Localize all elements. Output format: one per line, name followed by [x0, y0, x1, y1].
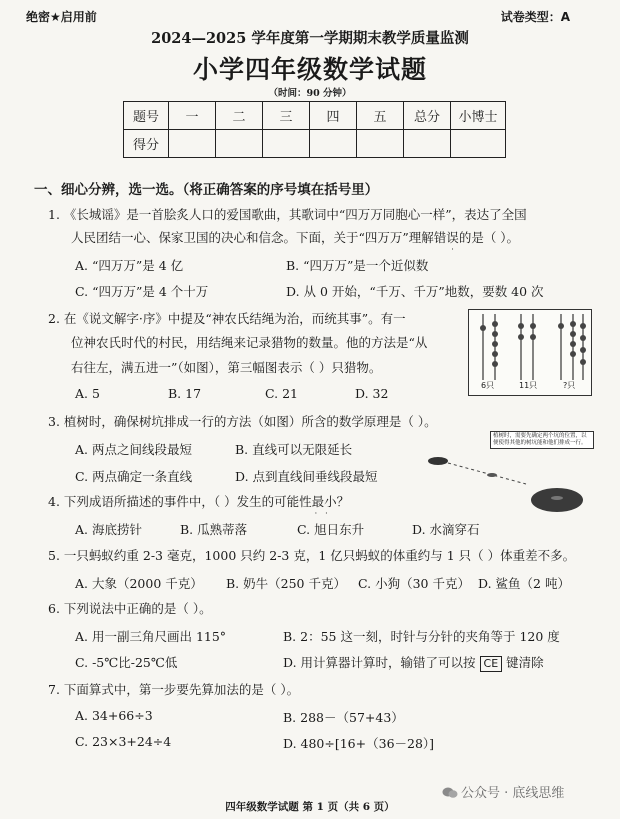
- q4-option-c[interactable]: C. 旭日东升: [297, 522, 365, 537]
- q5-option-c[interactable]: C. 小狗（30 千克）: [358, 576, 470, 591]
- score-table-header-row: [124, 102, 506, 130]
- exam-time: （时间：90 分钟）: [268, 88, 352, 99]
- q7-option-d[interactable]: D. 480÷[16+（36－28）]: [283, 736, 435, 751]
- knot-label: 11只: [519, 381, 538, 390]
- section-heading: 一、细心分辨，选一选。（将正确答案的序号填在括号里）: [34, 182, 379, 198]
- q3-option-a[interactable]: A. 两点之间线段最短: [75, 442, 192, 457]
- secret-label: 绝密★启用前: [26, 10, 97, 24]
- q6-option-d[interactable]: [283, 653, 544, 672]
- score-input-cell[interactable]: [357, 130, 404, 158]
- q3-option-c[interactable]: C. 两点确定一条直线: [75, 469, 193, 484]
- q6-option-d-end: 键清除: [506, 655, 544, 670]
- q2-option-d[interactable]: D. 32: [355, 386, 389, 401]
- score-input-cell[interactable]: [169, 130, 216, 158]
- exam-title: 小学四年级数学试题: [192, 55, 427, 84]
- watermark-text: 公众号 · 底线思维: [461, 786, 565, 801]
- page-footer: 四年级数学试题 第 1 页（共 6 页）: [225, 801, 395, 813]
- wechat-icon: [442, 786, 458, 799]
- score-input-cell[interactable]: [404, 130, 451, 158]
- score-input-cell[interactable]: [216, 130, 263, 158]
- score-cell: 小博士: [451, 102, 506, 130]
- q2-stem-line1: 2. 在《说文解字·序》中提及“神农氏结绳为治，而统其事”。有一: [48, 311, 406, 326]
- q1-stem-line1: 1. 《长城谣》是一首脍炙人口的爱国歌曲，其歌词中“四万万同胞心一样”，表达了全国: [48, 207, 527, 222]
- q3-stem-line1: 3. 植树时，确保树坑排成一行的方法（如图）所含的数学原理是（ ）。: [48, 414, 437, 429]
- q1-emphasis-char: [446, 230, 459, 254]
- score-table: [123, 101, 506, 158]
- tree-planting-note: 植树时，需要先确定两个坑的位置，以便使得其他的树坑能和他们排成一行。: [490, 431, 594, 449]
- score-input-cell[interactable]: [451, 130, 506, 158]
- q6-option-d-text: D. 用计算器计算时，输错了可以按: [283, 655, 476, 670]
- emphasis-dot-icon: ·: [451, 245, 454, 254]
- q1-option-a[interactable]: A. “四万万”是 4 亿: [75, 258, 184, 273]
- q4-stem-line1: [48, 492, 350, 518]
- q7-option-a[interactable]: A. 34+66÷3: [75, 708, 153, 723]
- q5-option-a[interactable]: A. 大象（2000 千克）: [75, 576, 203, 591]
- score-cell: 题号: [124, 102, 169, 130]
- score-cell: 二: [216, 102, 263, 130]
- tree-planting-figure: [424, 428, 594, 526]
- score-row-label: 得分: [124, 130, 169, 158]
- q1-stem-end: 的是（ ）。: [458, 230, 520, 245]
- knot-label: 6只: [481, 381, 495, 390]
- q4-stem-text: 4. 下列成语所描述的事件中，（ ）发生的可能性: [48, 494, 312, 509]
- exam-subtitle: 2024—2025 学年度第一学期期末教学质量监测: [151, 30, 469, 47]
- score-cell: 三: [263, 102, 310, 130]
- q5-stem-line1: 5. 一只蚂蚁约重 2-3 毫克，1000 只约 2-3 克，1 亿只蚂蚁的体重约与 1 只（ ）体重差不多。: [48, 548, 576, 563]
- q3-option-d[interactable]: D. 点到直线间垂线段最短: [235, 469, 378, 484]
- q1-stem-line2: [71, 228, 520, 254]
- q1-stem-text: 人民团结一心、保家卫国的决心和信念。下面，关于“四万万”理解错: [71, 230, 447, 245]
- q4-option-a[interactable]: A. 海底捞针: [75, 522, 142, 537]
- q6-option-a[interactable]: A. 用一副三角尺画出 115°: [75, 629, 227, 644]
- q3-option-b[interactable]: B. 直线可以无限延长: [235, 442, 353, 457]
- q4-stem-end: ？: [336, 494, 350, 509]
- q1-option-c[interactable]: C. “四万万”是 4 个十万: [75, 284, 209, 299]
- q1-option-d[interactable]: D. 从 0 开始，“千万、千万”地数，要数 40 次: [286, 284, 544, 299]
- score-cell: 一: [169, 102, 216, 130]
- q4-emphasis: [311, 494, 337, 518]
- score-table-score-row: [124, 130, 506, 158]
- q4-emphasis-text: 最小: [311, 494, 337, 509]
- q2-option-c[interactable]: C. 21: [265, 386, 298, 401]
- score-cell: 五: [357, 102, 404, 130]
- q7-option-b[interactable]: B. 288－（57+43）: [283, 710, 404, 725]
- q5-option-b[interactable]: B. 奶牛（250 千克）: [226, 576, 346, 591]
- score-input-cell[interactable]: [310, 130, 357, 158]
- q2-option-a[interactable]: A. 5: [75, 386, 100, 401]
- score-input-cell[interactable]: [263, 130, 310, 158]
- score-cell: 总分: [404, 102, 451, 130]
- score-cell: 四: [310, 102, 357, 130]
- ce-key: CE: [480, 656, 503, 672]
- knot-label: ?只: [563, 381, 576, 390]
- q1-option-b[interactable]: B. “四万万”是一个近似数: [286, 258, 429, 273]
- q6-option-c[interactable]: C. -5℃比-25℃低: [75, 655, 178, 670]
- q4-option-d[interactable]: D. 水滴穿石: [412, 522, 480, 537]
- q4-option-b[interactable]: B. 瓜熟蒂落: [180, 522, 248, 537]
- q2-option-b[interactable]: B. 17: [168, 386, 202, 401]
- q1-emphasis-text: 误: [446, 230, 459, 245]
- q7-stem-line1: 7. 下面算式中，第一步要先算加法的是（ ）。: [48, 682, 300, 697]
- q6-option-b[interactable]: B. 2：55 这一刻，时针与分针的夹角等于 120 度: [283, 629, 560, 644]
- q6-stem-line1: 6. 下列说法中正确的是（ ）。: [48, 601, 212, 616]
- emphasis-dot-icon: ··: [314, 509, 336, 518]
- q7-option-c[interactable]: C. 23×3+24÷4: [75, 734, 172, 749]
- q5-option-d[interactable]: D. 鲨鱼（2 吨）: [478, 576, 570, 591]
- q2-stem-line2: 位神农氏时代的村民，用结绳来记录猎物的数量。他的方法是“从: [71, 335, 428, 350]
- q2-stem-line3: 右往左，满五进一”（如图），第三幅图表示（ ）只猎物。: [71, 360, 382, 375]
- knot-rope-figure: [468, 309, 592, 396]
- paper-type-label: 试卷类型：A: [500, 10, 570, 24]
